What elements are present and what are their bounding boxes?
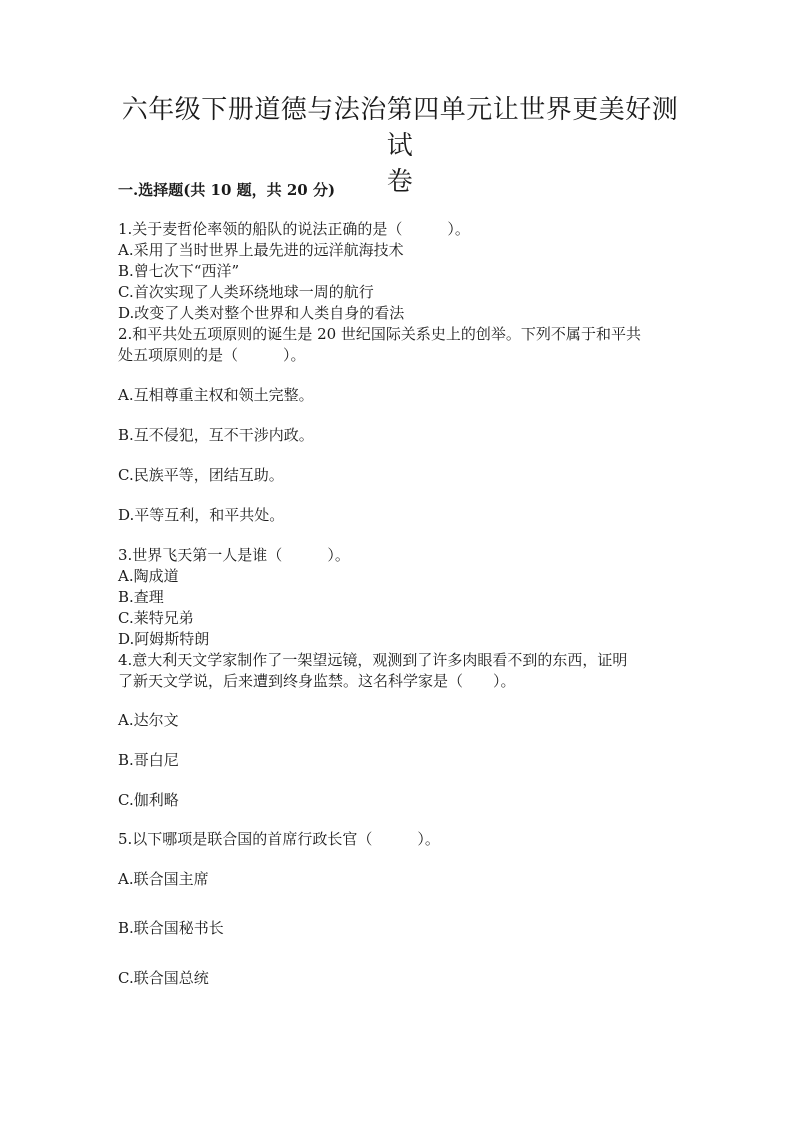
question-3-option-c: C.莱特兄弟 xyxy=(118,609,194,627)
question-1-option-d: D.改变了人类对整个世界和人类自身的看法 xyxy=(118,304,405,322)
question-1-option-c: C.首次实现了人类环绕地球一周的航行 xyxy=(118,283,374,301)
question-3-stem: 3.世界飞天第一人是谁（ ）。 xyxy=(118,546,350,564)
question-2-stem-line-2: 处五项原则的是（ ）。 xyxy=(118,346,306,364)
question-3-option-b: B.查理 xyxy=(118,588,164,606)
question-3-option-d: D.阿姆斯特朗 xyxy=(118,630,210,648)
question-1-option-a: A.采用了当时世界上最先进的远洋航海技术 xyxy=(118,241,404,259)
question-4-option-a: A.达尔文 xyxy=(118,711,179,729)
question-4-stem-line-2: 了新天文学说，后来遭到终身监禁。这名科学家是（ ）。 xyxy=(118,672,516,690)
question-2-option-b: B.互不侵犯，互不干涉内政。 xyxy=(118,426,314,444)
title-line-2: 卷 xyxy=(386,167,414,197)
question-2-option-a: A.互相尊重主权和领土完整。 xyxy=(118,386,314,404)
question-3-option-a: A.陶成道 xyxy=(118,567,179,585)
question-2-stem-line-1: 2.和平共处五项原则的诞生是 20 世纪国际关系史上的创举。下列不属于和平共 xyxy=(118,325,641,343)
question-2-option-d: D.平等互利，和平共处。 xyxy=(118,506,285,524)
question-5-stem: 5.以下哪项是联合国的首席行政长官（ ）。 xyxy=(118,830,440,848)
question-5-option-a: A.联合国主席 xyxy=(118,870,209,888)
question-2-option-c: C.民族平等，团结互助。 xyxy=(118,466,284,484)
question-4-option-b: B.哥白尼 xyxy=(118,751,179,769)
question-5-option-b: B.联合国秘书长 xyxy=(118,919,224,937)
title-line-1: 六年级下册道德与法治第四单元让世界更美好测试 xyxy=(121,95,679,161)
question-1-stem: 1.关于麦哲伦率领的船队的说法正确的是（ ）。 xyxy=(118,220,470,238)
section-heading: 一.选择题(共 10 题，共 20 分) xyxy=(118,181,336,199)
question-4-option-c: C.伽利略 xyxy=(118,791,179,809)
question-5-option-c: C.联合国总统 xyxy=(118,969,209,987)
question-1-option-b: B.曾七次下“西洋” xyxy=(118,262,240,280)
question-4-stem-line-1: 4.意大利天文学家制作了一架望远镜，观测到了许多肉眼看不到的东西，证明 xyxy=(118,651,628,669)
